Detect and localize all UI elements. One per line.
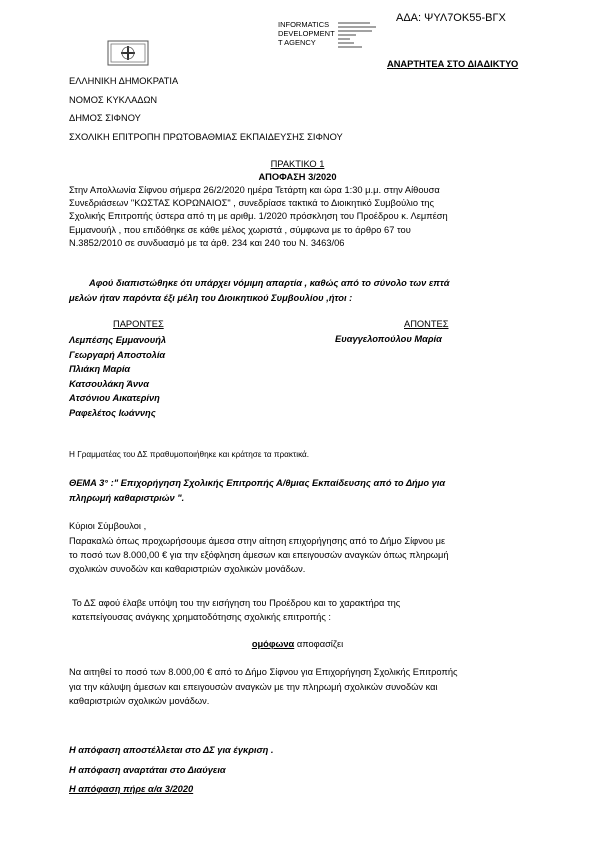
intro-line: Εμμανουήλ , που επιδόθηκε σε κάθε μέλος χωριστά , σύμφωνα με το άρθρο 67 του <box>69 224 411 235</box>
logo-line-1: INFORMATICS <box>278 20 330 29</box>
issuer-block <box>69 72 343 146</box>
intro-line: Στην Απολλωνία Σίφνου σήμερα 26/2/2020 ημέρα Τετάρτη και ώρα 1:30 μ.μ. στην Αίθουσα <box>69 185 440 195</box>
intro-line: Ν.3852/2010 σε συνδυασμό με τα άρθ. 234 και 240 του Ν. 3463/06 <box>69 237 345 248</box>
request-line: σχολικών συνοδών και καθαριστριών σχολικών μονάδων. <box>69 564 306 574</box>
closing-line: Η απόφαση πήρε α/α 3/2020 <box>69 784 194 794</box>
issuer-line: ΔΗΜΟΣ ΣΙΦΝΟΥ <box>69 113 141 123</box>
present-header: ΠΑΡΟΝΤΕΣ <box>113 319 164 329</box>
informatics-agency-logo <box>278 20 388 54</box>
issuer-line: ΕΛΛΗΝΙΚΗ ΔΗΜΟΚΡΑΤΙΑ <box>69 76 179 86</box>
board-paragraph <box>72 596 400 624</box>
board-line: Το ΔΣ αφού έλαβε υπόψη του την εισήγηση του Προέδρου και το χαρακτήρα της <box>72 598 401 608</box>
present-member: Ατσόνιου Αικατερίνη <box>69 393 160 403</box>
theme-line: ΘΕΜΑ 3° :" Επιχορήγηση Σχολικής Επιτροπής Α/θμιας Εκπαίδευσης από το Δήμο για <box>69 478 446 488</box>
issuer-line: ΣΧΟΛΙΚΗ ΕΠΙΤΡΟΠΗ ΠΡΩΤΟΒΑΘΜΙΑΣ ΕΚΠΑΙΔΕΥΣΗΣ ΣΙΦΝΟΥ <box>69 131 343 142</box>
present-member: Κατσουλάκη Άννα <box>69 378 149 389</box>
theme-line: πληρωμή καθαριστριών ". <box>69 493 185 503</box>
closing-line: Η απόφαση αποστέλλεται στο ΔΣ για έγκριση . <box>69 745 274 755</box>
decision-verdict <box>0 638 595 651</box>
present-member: Πλιάκη Μαρία <box>69 364 131 374</box>
request-line: το ποσό των 8.000,00 € για την εξόφληση άμεσων και επειγουσών αναγκών όπως πληρωμή <box>69 550 449 560</box>
closing-line: Η απόφαση αναρτάται στο Διαύγεια <box>69 764 226 775</box>
quorum-line: Αφού διαπιστώθηκε ότι υπάρχει νόμιμη απαρτία , καθώς από το σύνολο των επτά <box>89 278 450 288</box>
issuer-line: ΝΟΜΟΣ ΚΥΚΛΑΔΩΝ <box>69 94 158 105</box>
logo-fine-print-graphic <box>336 20 388 54</box>
praktiko-title: ΠΡΑΚΤΙΚΟ 1 <box>270 159 325 169</box>
present-member: Ραφελέτος Ιωάννης <box>69 407 156 418</box>
decision-line: καθαριστριών σχολικών μονάδων. <box>69 696 210 706</box>
present-list <box>69 333 166 420</box>
request-paragraph <box>69 534 449 576</box>
decision-paragraph <box>69 665 458 709</box>
board-line: κατεπείγουσας ανάγκης χρηματοδότησης σχολικής επιτροπής : <box>72 612 331 622</box>
absent-member: Ευαγγελοπούλου Μαρία <box>335 334 442 344</box>
decision-line: Να αιτηθεί το ποσό των 8.000,00 € από το Δήμο Σίφνου για Επιχορήγηση Σχολικής Επιτροπής <box>69 667 458 677</box>
apofasi-title: ΑΠΟΦΑΣΗ 3/2020 <box>258 172 337 182</box>
intro-line: Σχολικής Επιτροπής ύστερα από τη με αριθμ. 1/2020 πρόσκληση του Προέδρου κ. Λεμπέση <box>69 211 448 222</box>
quorum-line: μελών ήταν παρόντα έξι μέλη του Διοικητικού Συμβουλίου ,ήτοι : <box>69 293 353 303</box>
unanimous-word: ομόφωνα <box>251 639 295 649</box>
logo-line-3: T AGENCY <box>278 38 316 47</box>
decision-line: για την κάλυψη άμεσων και επειγουσών αναγκών με την πληρωμή σχολικών συνοδών και <box>69 681 438 692</box>
closing-block <box>69 741 274 800</box>
absent-header: ΑΠΟΝΤΕΣ <box>404 319 449 329</box>
theme-block <box>69 476 445 506</box>
publish-note: ΑΝΑΡΤΗΤΕΑ ΣΤΟ ΔΙΑΔΙΚΤΥΟ <box>387 59 519 69</box>
logo-line-2: DEVELOPMENT <box>278 29 335 38</box>
present-member: Λεμπέσης Εμμανουήλ <box>69 335 167 345</box>
decides-word: αποφασίζει <box>294 639 344 649</box>
salutation: Κύριοι Σύμβουλοι , <box>69 521 147 531</box>
intro-line: Συνεδριάσεων "ΚΩΣΤΑΣ ΚΟΡΩΝΑΙΟΣ" , συνεδρίασε τακτικά το Διοικητικό Συμβούλιο της <box>69 198 434 209</box>
present-member: Γεωργαρή Αποστολία <box>69 349 166 360</box>
ada-code: ΑΔΑ: ΨΥΛ7ΟΚ55-ΒΓΧ <box>396 12 506 24</box>
intro-paragraph <box>69 184 529 250</box>
request-line: Παρακαλώ όπως προχωρήσουμε άμεσα στην αίτηση επιχορήγησης από το Δήμο Σίφνου με <box>69 536 446 546</box>
secretary-note: Η Γραμματέας του ΔΣ πραθυμοποιήθηκε και κράτησε τα πρακτικά. <box>69 450 310 459</box>
greek-emblem-logo <box>107 40 149 66</box>
quorum-paragraph <box>69 276 449 306</box>
